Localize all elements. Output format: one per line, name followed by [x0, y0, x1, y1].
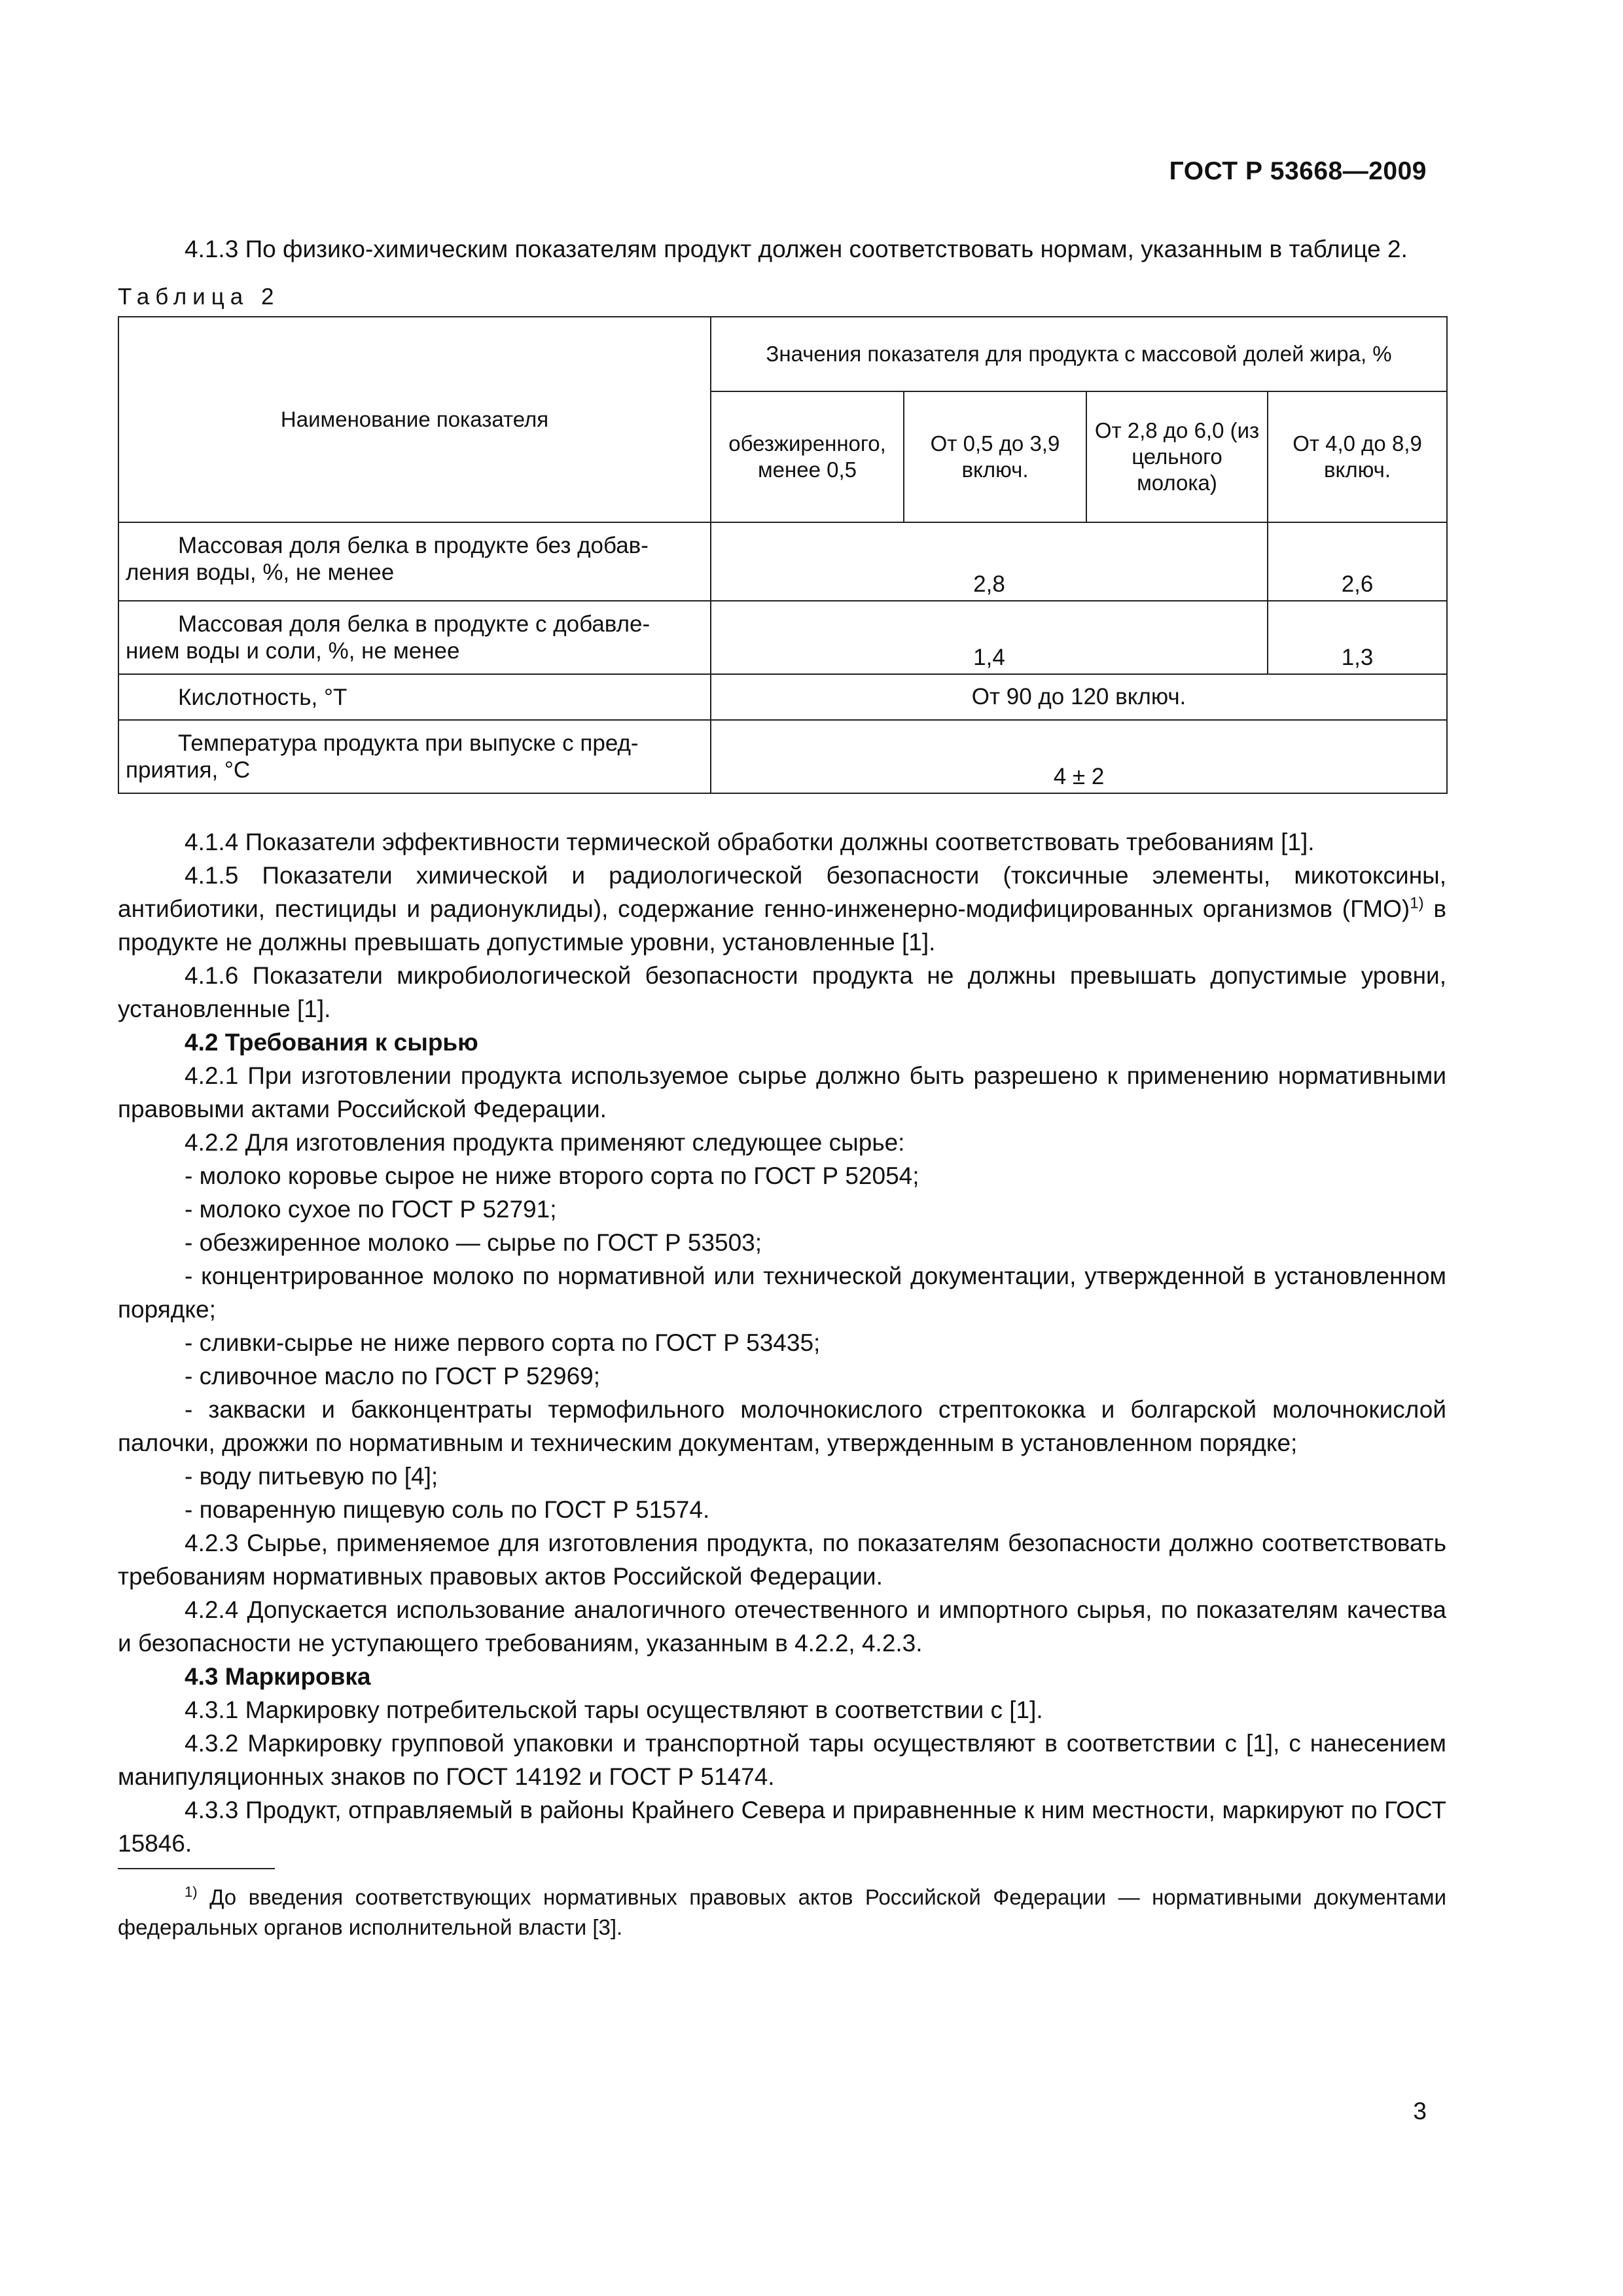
list-item: - закваски и бакконцентраты термофильного молочнокислого стрептококка и болгарской молочнокислой палочки, дрожжи по нормативным и техническим документам, утвержденным в установленном порядке;	[118, 1396, 1446, 1456]
footnote	[118, 1882, 1446, 1943]
table-caption: Таблица 2	[118, 284, 280, 310]
row-name-line-1: Массовая доля белка в продукте без добав-	[178, 533, 649, 558]
footnote-divider	[118, 1868, 275, 1869]
table-row	[118, 522, 1447, 601]
page-number: 3	[1413, 2098, 1427, 2125]
list-item: - молоко коровье сырое не ниже второго сорта по ГОСТ Р 52054;	[185, 1162, 919, 1189]
row-name	[118, 674, 711, 720]
col-header-indicator: Наименование показателя	[118, 317, 711, 522]
paragraph-4-2-1: 4.2.1 При изготовлении продукта используемое сырье должно быть разрешено к применению нормативными правовыми актами Российской Федерации.	[118, 1062, 1446, 1122]
list-item: - молоко сухое по ГОСТ Р 52791;	[185, 1196, 557, 1223]
footnote-mark: 1)	[185, 1884, 198, 1900]
row-name	[118, 522, 711, 601]
paragraph-4-1-6: 4.1.6 Показатели микробиологической безопасности продукта не должны превышать допустимые уровни, установленные [1].	[118, 962, 1446, 1022]
row-name-line-2: приятия, °С	[126, 757, 251, 783]
list-item: - воду питьевую по [4];	[185, 1463, 438, 1490]
section-title-4-2: 4.2 Требования к сырью	[185, 1029, 478, 1056]
row-name	[118, 720, 711, 793]
paragraph-4-1-5	[118, 859, 1446, 959]
page-content	[118, 232, 1446, 1943]
row-name-line-2: нием воды и соли, %, не менее	[126, 638, 460, 664]
row-value-all: 4 ± 2	[711, 720, 1447, 793]
footnote-reference: 1)	[1410, 894, 1424, 912]
subheader-2-8-6-0: От 2,8 до 6,0 (из цельного молока)	[1086, 391, 1268, 522]
list-item: - поваренную пищевую соль по ГОСТ Р 51574.	[185, 1496, 710, 1523]
table-row	[118, 601, 1447, 674]
paragraph-4-3-2: 4.3.2 Маркировку групповой упаковки и транспортной тары осуществляют в соответствии с [1], с нанесением манипуляционных знаков по ГОСТ 14192 и ГОСТ Р 51474.	[118, 1730, 1446, 1790]
paragraph-4-1-5-part-1: 4.1.5 Показатели химической и радиологической безопасности (токсичные элементы, микотоксины, антибиотики, пестициды и радионуклиды), содержание генно-инженерно-модифицированных организмов (ГМО)	[118, 862, 1446, 922]
row-name-line-1: Кислотность, °Т	[178, 684, 348, 710]
row-value-all: От 90 до 120 включ.	[711, 674, 1447, 720]
paragraph-4-3-1: 4.3.1 Маркировку потребительской тары осуществляют в соответствии с [1].	[185, 1696, 1043, 1723]
list-item: - сливки-сырье не ниже первого сорта по ГОСТ Р 53435;	[185, 1329, 821, 1356]
paragraph-4-1-3: 4.1.3 По физико-химическим показателям продукт должен соответствовать нормам, указанным в таблице 2.	[185, 236, 1408, 262]
row-value-main: 1,4	[711, 601, 1268, 674]
row-name-line-1: Температура продукта при выпуске с пред-	[178, 730, 639, 756]
paragraph-4-1-4: 4.1.4 Показатели эффективности термической обработки должны соответствовать требованиям [1].	[185, 829, 1315, 855]
list-item: - сливочное масло по ГОСТ Р 52969;	[185, 1363, 601, 1390]
paragraph-4-1-5-part-2: в продукте не должны превышать допустимые уровни, установленные [1].	[118, 895, 1446, 956]
paragraph-4-2-3: 4.2.3 Сырье, применяемое для изготовления продукта, по показателям безопасности должно соответствовать требованиям нормативных правовых актов Российской Федерации.	[118, 1530, 1446, 1590]
table-row	[118, 674, 1447, 720]
row-name-line-2: ления воды, %, не менее	[126, 560, 395, 585]
table-row	[118, 720, 1447, 793]
footnote-text: До введения соответствующих нормативных правовых актов Российской Федерации — нормативными документами федеральных органов исполнительной власти [3].	[118, 1885, 1446, 1939]
list-item: - концентрированное молоко по нормативной или технической документации, утвержденной в установленном порядке;	[118, 1263, 1446, 1323]
col-group-header: Значения показателя для продукта с массовой долей жира, %	[711, 317, 1447, 391]
row-name	[118, 601, 711, 674]
body-text	[118, 825, 1446, 1860]
paragraph-4-2-4: 4.2.4 Допускается использование аналогичного отечественного и импортного сырья, по показателям качества и безопасности не уступающего требованиям, указанным в 4.2.2, 4.2.3.	[118, 1596, 1446, 1657]
row-value-last: 2,6	[1268, 522, 1447, 601]
paragraph-4-2-2: 4.2.2 Для изготовления продукта применяют следующее сырье:	[185, 1129, 905, 1156]
row-value-last: 1,3	[1268, 601, 1447, 674]
row-name-line-1: Массовая доля белка в продукте с добавле-	[178, 611, 651, 637]
section-title-4-3: 4.3 Маркировка	[185, 1663, 371, 1690]
list-item: - обезжиренное молоко — сырье по ГОСТ Р 53503;	[185, 1229, 762, 1256]
row-value-main: 2,8	[711, 522, 1268, 601]
subheader-0-5-3-9: От 0,5 до 3,9 включ.	[904, 391, 1086, 522]
paragraph-4-3-3: 4.3.3 Продукт, отправляемый в районы Крайнего Севера и приравненные к ним местности, маркируют по ГОСТ 15846.	[118, 1797, 1446, 1857]
document-code: ГОСТ Р 53668—2009	[1169, 157, 1427, 185]
subheader-skim: обезжиренного, менее 0,5	[711, 391, 904, 522]
indicators-table	[118, 316, 1448, 794]
subheader-4-0-8-9: От 4,0 до 8,9 включ.	[1268, 391, 1447, 522]
